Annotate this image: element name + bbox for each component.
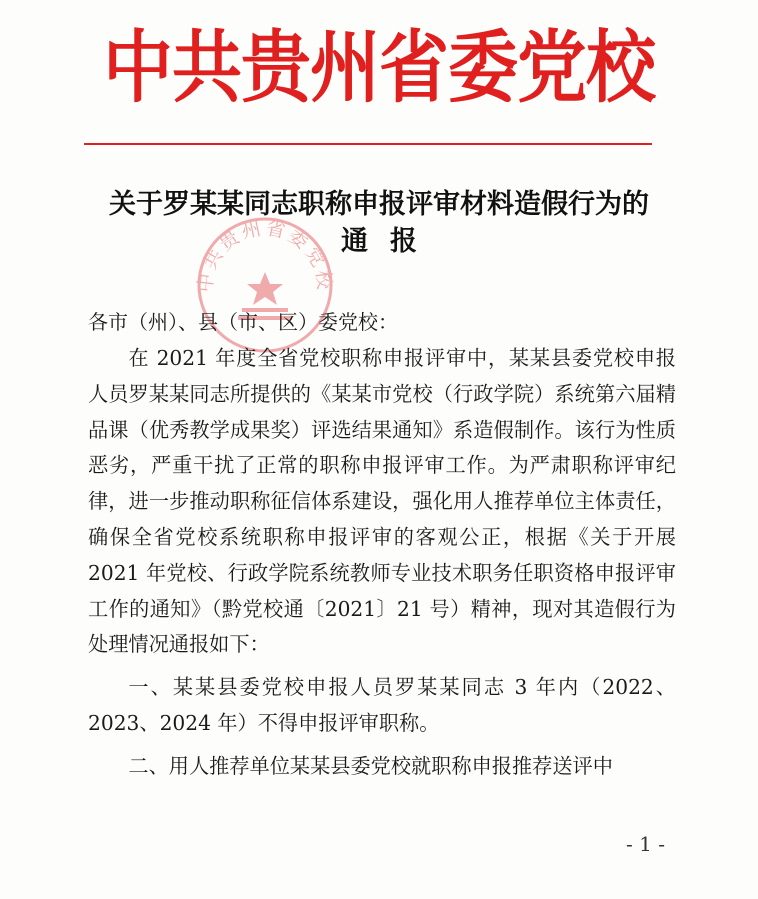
masthead-org-name: 中共贵州省委党校: [103, 21, 655, 114]
header-red-divider: [84, 143, 652, 145]
page-number: - 1 -: [626, 832, 665, 856]
seal-text: 中共贵州省委党校: [194, 217, 336, 294]
paragraph-intro: 在 2021 年度全省党校职称申报评审中，某某县委党校申报人员罗某某同志所提供的《某某市党校（行政学院）系统第六届精品课（优秀教学成果奖）评选结果通知》系造假制作。该行为性质恶劣，严重干扰了正常的职称申报评审工作。为严肃职称评审纪律，进一步推动职称征信体系建设，强化用人推荐单位主体责任，确保全省党校系统职称申报评审的客观公正，根据《关于开展 2021 年党校、行政学院系统教师专业技术职务任职资格申报评审工作的通知》（黔党校通〔2021〕21 号）精神，现对其造假行为处理情况通报如下：: [88, 346, 676, 657]
paragraph-item-2: 二、用人推荐单位某某县委党校就职称申报推荐送评中: [128, 753, 613, 778]
document-title-line2: 通报: [341, 226, 439, 257]
salutation: 各市（州）、县（市、区）委党校：: [88, 310, 398, 334]
body-text: [88, 341, 676, 785]
document-title-line1: 关于罗某某同志职称申报评审材料造假行为的: [109, 189, 649, 220]
paragraph-item-1: 一、某某县委党校申报人员罗某某同志 3 年内（2022、2023、2024 年）不得申报评审职称。: [88, 675, 676, 735]
